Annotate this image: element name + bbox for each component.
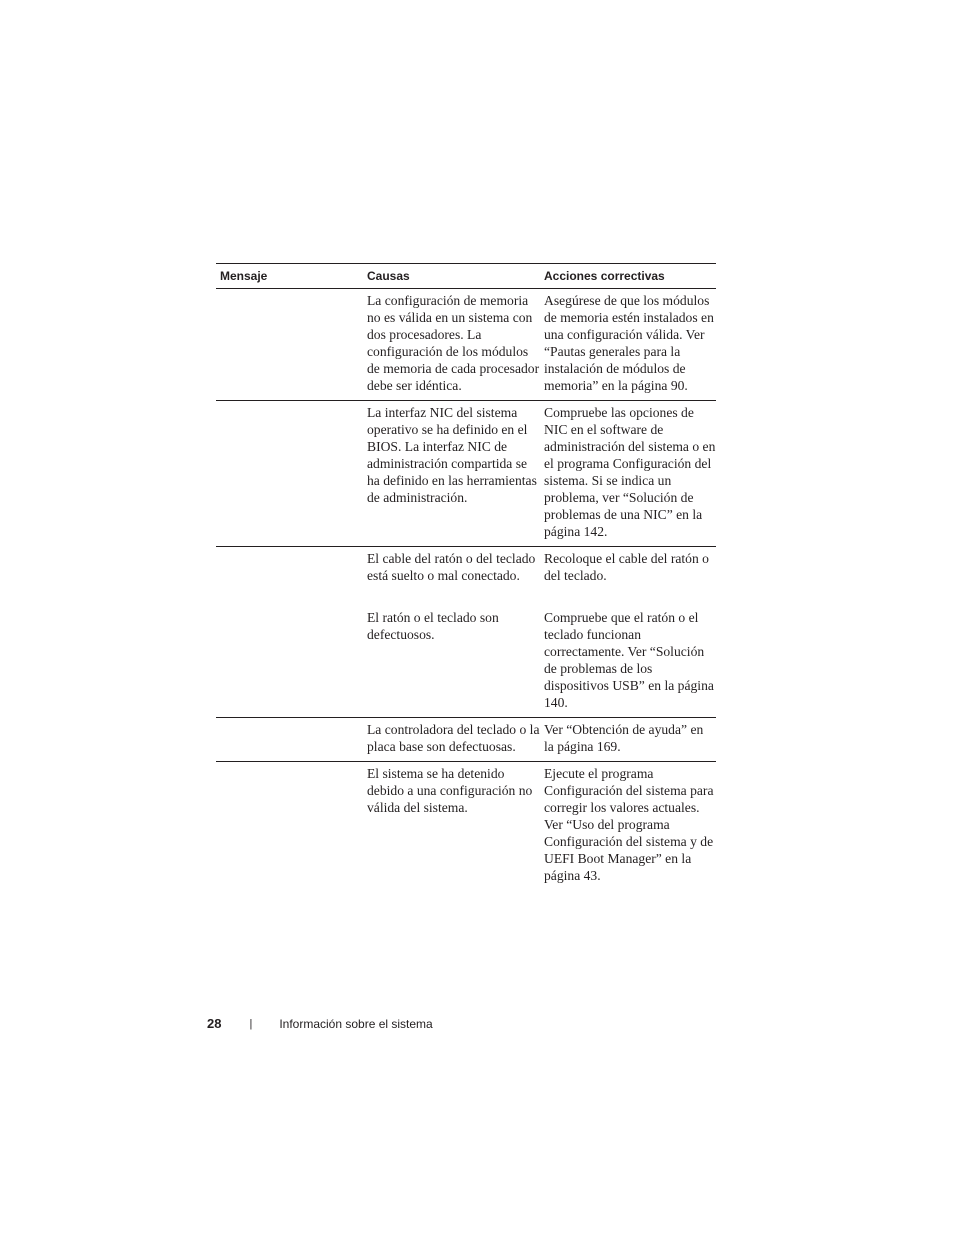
header-causes: Causas	[367, 269, 410, 283]
causes-cell	[363, 765, 540, 884]
section-title: Información sobre el sistema	[279, 1016, 433, 1031]
actions-cell	[540, 721, 716, 755]
footer-separator: |	[249, 1017, 253, 1030]
cause-text: La interfaz NIC del sistema operativo se ha definido en el BIOS. La interfaz NIC de administración compartida se ha definido en las herramientas de administración.	[367, 405, 537, 505]
causes-cell	[363, 550, 540, 711]
message-cell	[216, 721, 363, 755]
header-message: Mensaje	[220, 269, 268, 283]
page-footer	[207, 1016, 433, 1031]
message-cell	[216, 404, 363, 540]
table-row	[216, 289, 716, 401]
cause-text: El sistema se ha detenido debido a una configuración no válida del sistema.	[367, 766, 533, 815]
cause-text: El ratón o el teclado son defectuosos.	[367, 610, 499, 642]
troubleshooting-table	[216, 263, 716, 890]
table-row	[216, 547, 716, 718]
cause-text: El cable del ratón o del teclado está suelto o mal conectado.	[367, 551, 536, 583]
table-row	[216, 762, 716, 890]
actions-cell	[540, 292, 716, 394]
actions-cell	[540, 404, 716, 540]
table-row	[216, 401, 716, 547]
message-cell	[216, 292, 363, 394]
table-row	[216, 718, 716, 762]
causes-cell	[363, 721, 540, 755]
action-text: Compruebe que el ratón o el teclado funcionan correctamente. Ver “Solución de problemas de los dispositivos USB” en la página 140.	[544, 610, 714, 710]
action-text: Compruebe las opciones de NIC en el software de administración del sistema o en el programa Configuración del sistema. Si se indica un problema, ver “Solución de problemas de una NIC” en la página 142.	[544, 405, 716, 539]
action-text: Ver “Obtención de ayuda” en la página 169.	[544, 722, 704, 754]
cause-text: La configuración de memoria no es válida en un sistema con dos procesadores. La configuración de los módulos de memoria de cada procesador debe ser idéntica.	[367, 293, 540, 393]
cause-text: La controladora del teclado o la placa base son defectuosas.	[367, 722, 540, 754]
table-header	[216, 263, 716, 289]
causes-cell	[363, 404, 540, 540]
actions-cell	[540, 765, 716, 884]
actions-cell	[540, 550, 716, 711]
page-number: 28	[207, 1016, 222, 1031]
action-text: Ejecute el programa Configuración del sistema para corregir los valores actuales. Ver “Uso del programa Configuración del sistema y de UEFI Boot Manager” en la página 43.	[544, 766, 714, 883]
header-actions: Acciones correctivas	[544, 269, 665, 283]
causes-cell	[363, 292, 540, 394]
message-cell	[216, 550, 363, 711]
action-text: Asegúrese de que los módulos de memoria estén instalados en una configuración válida. Ver “Pautas generales para la instalación de módulos de memoria” en la página 90.	[544, 293, 714, 393]
message-cell	[216, 765, 363, 884]
action-text: Recoloque el cable del ratón o del teclado.	[544, 551, 709, 583]
